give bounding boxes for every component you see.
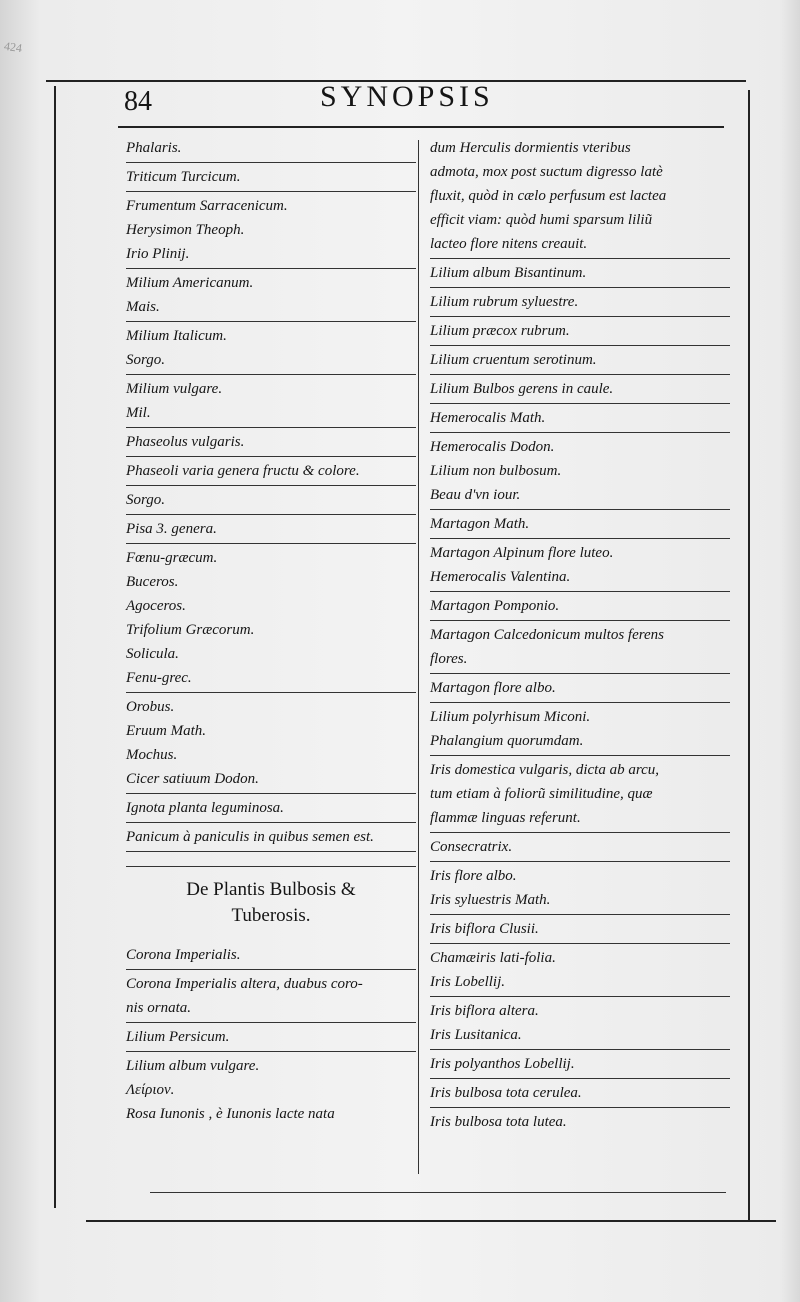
entry-line: nis ornata. [126,1000,192,1016]
entry-line: Beau d'vn iour. [430,487,521,503]
entry-line: Cicer satiuum Dodon. [126,771,259,787]
entry [126,269,416,322]
entry-line: Phaseoli varia genera fructu & colore. [126,463,360,479]
entry [126,544,416,693]
entry [126,1052,416,1128]
entry [126,375,416,428]
entry-line: Lilium polyrhisum Miconi. [430,709,591,725]
entry [430,756,730,833]
section-heading-line-1: De Plantis Bulbosis & [186,879,356,900]
entry [430,1079,730,1108]
entry-line: Corona Imperialis. [126,947,241,963]
entry-line: Iris domestica vulgaris, dicta ab arcu, [430,762,660,778]
entry-line: Milium Americanum. [126,275,254,291]
section-heading-line-2: Tuberosis. [231,905,311,926]
entry-line: Lilium cruentum serotinum. [430,352,597,368]
entry-line: Orobus. [126,699,175,715]
entry-line: Lilium non bulbosum. [430,463,562,479]
entry [430,833,730,862]
entry-line: fluxit, quòd in cælo perfusum est lactea [430,188,667,204]
entry-line: Iris bulbosa tota cerulea. [430,1085,582,1101]
entry [430,288,730,317]
section-rule [126,852,416,867]
entry-line: Iris biflora altera. [430,1003,539,1019]
entry [430,510,730,539]
entry-line: Irio Plinij. [126,246,190,262]
frame-left-rule [54,86,56,1208]
entry-line: Iris bulbosa tota lutea. [430,1114,567,1130]
entry-line: Hemerocalis Valentina. [430,569,571,585]
left-entries-bulbs [126,941,416,1128]
entry [430,375,730,404]
entry-line: Iris Lusitanica. [430,1027,522,1043]
entry [126,192,416,269]
entry [430,317,730,346]
entry-line: Corona Imperialis altera, duabus coro- [126,976,363,992]
entry [430,592,730,621]
entry-line: Phaseolus vulgaris. [126,434,245,450]
entry-line: Lilium rubrum syluestre. [430,294,579,310]
entry-line: Rosa Iunonis , è Iunonis lacte nata [126,1106,335,1122]
entry-line: Iris syluestris Math. [430,892,551,908]
entry-line: Eruum Math. [126,723,206,739]
entry-line: flores. [430,651,468,667]
entry-line: Frumentum Sarracenicum. [126,198,288,214]
entry [430,703,730,756]
entry-line: Iris polyanthos Lobellij. [430,1056,575,1072]
entry-line: Panicum à paniculis in quibus semen est. [126,829,374,845]
entry-line: Iris Lobellij. [430,974,506,990]
entry-line: efficit viam: quòd humi sparsum liliũ [430,212,653,228]
entry-line: Herysimon Theoph. [126,222,245,238]
entry-line: Phalaris. [126,140,182,156]
entry-line: Fœnu-græcum. [126,550,218,566]
left-column [126,134,416,1128]
folio-mark: 424 [3,38,23,56]
entry [430,433,730,510]
bottom-inner-rule [150,1192,726,1193]
entry [430,1108,730,1136]
entry-line: Martagon Calcedonicum multos ferens [430,627,665,643]
entry-line: Chamæiris lati-folia. [430,950,556,966]
entry-line: Triticum Turcicum. [126,169,241,185]
entry [430,997,730,1050]
entry-line: tum etiam à foliorũ similitudine, quæ [430,786,653,802]
entry-line: lacteo flore nitens creauit. [430,236,588,252]
entry-line: Solicula. [126,646,179,662]
entry-line: Milium Italicum. [126,328,227,344]
entry [126,457,416,486]
entry-line: dum Herculis dormientis vteribus [430,140,631,156]
entry [430,404,730,433]
entry-line: Hemerocalis Math. [430,410,546,426]
head-rule [118,126,724,128]
entry [430,259,730,288]
entry-line: Mil. [126,405,151,421]
entry [126,134,416,163]
entry [430,539,730,592]
left-entries-grains [126,134,416,852]
entry-line: Trifolium Græcorum. [126,622,255,638]
entry [430,134,730,259]
entry-line: Mochus. [126,747,178,763]
entry [126,486,416,515]
entry-line: Martagon Alpinum flore luteo. [430,545,614,561]
entry-line: Agoceros. [126,598,186,614]
right-entries [430,134,730,1136]
entry-line: Phalangium quorumdam. [430,733,584,749]
entry [430,944,730,997]
entry-line: Lilium Persicum. [126,1029,230,1045]
entry-line: Iris biflora Clusii. [430,921,539,937]
entry-line: Mais. [126,299,160,315]
entry-line: Martagon flore albo. [430,680,556,696]
entry [126,515,416,544]
entry-line: Lilium album vulgare. [126,1058,260,1074]
column-divider [418,140,419,1174]
entry [126,163,416,192]
entry [126,823,416,852]
entry-line: Lilium Bulbos gerens in caule. [430,381,614,397]
entry [126,1023,416,1052]
entry [126,970,416,1023]
entry-line: Sorgo. [126,492,166,508]
section-heading [126,867,416,941]
entry [430,862,730,915]
entry-line: Consecratrix. [430,839,513,855]
entry-line: Sorgo. [126,352,166,368]
running-head: SYNOPSIS [320,80,494,113]
right-column [430,134,730,1136]
frame-bottom-rule [86,1220,776,1222]
entry-line: Pisa 3. genera. [126,521,217,537]
entry [126,693,416,794]
entry-line: Λείριον. [126,1082,175,1098]
entry [126,794,416,823]
entry-line: Hemerocalis Dodon. [430,439,555,455]
entry [126,941,416,970]
entry-line: Buceros. [126,574,179,590]
entry-line: Fenu-grec. [126,670,192,686]
entry-line: Lilium album Bisantinum. [430,265,587,281]
entry [430,674,730,703]
entry-line: Martagon Pomponio. [430,598,560,614]
entry [430,621,730,674]
entry [430,346,730,375]
entry-line: Martagon Math. [430,516,530,532]
page-number: 84 [124,86,152,117]
entry [430,1050,730,1079]
entry-line: Ignota planta leguminosa. [126,800,284,816]
entry-line: Milium vulgare. [126,381,223,397]
frame-right-rule [748,90,750,1220]
entry-line: flammæ linguas referunt. [430,810,581,826]
entry [126,322,416,375]
entry [126,428,416,457]
entry-line: Iris flore albo. [430,868,517,884]
entry [430,915,730,944]
entry-line: Lilium præcox rubrum. [430,323,570,339]
entry-line: admota, mox post suctum digresso latè [430,164,663,180]
